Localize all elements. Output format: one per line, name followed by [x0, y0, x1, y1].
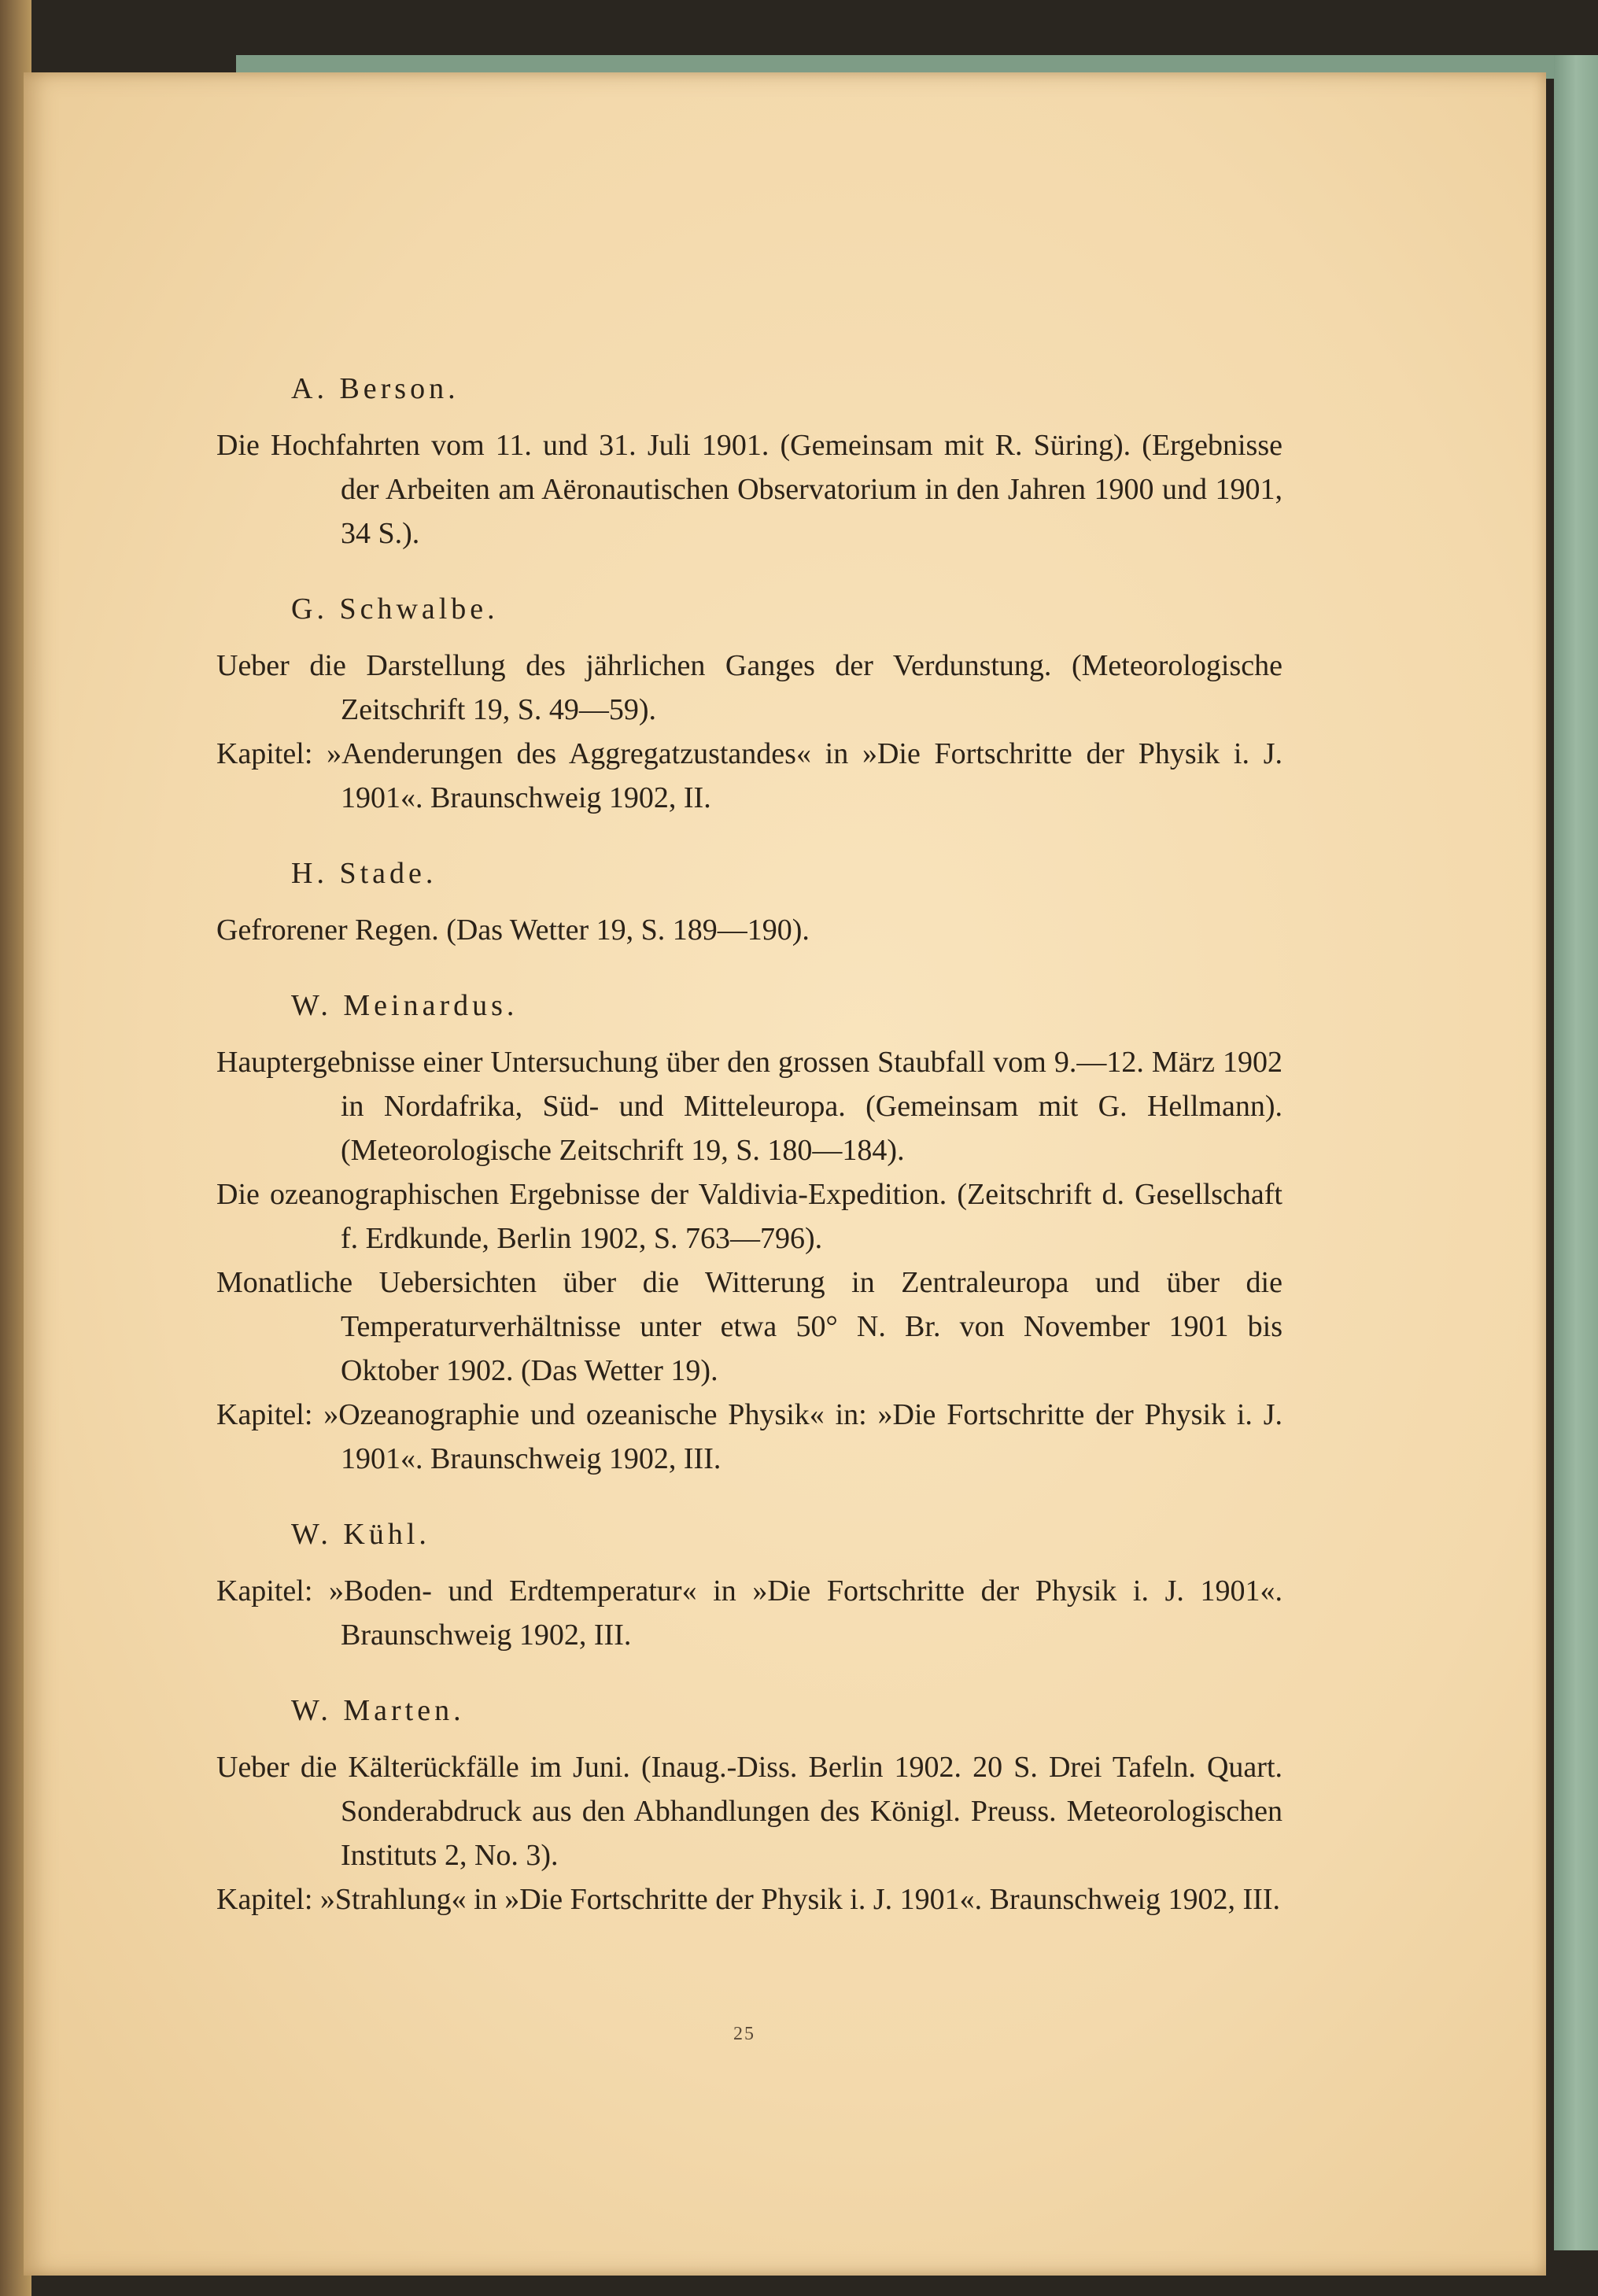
publication-entry: Kapitel: »Aenderungen des Aggregatzustandes« in »Die Fortschritte der Physik i. J. 1901«. Braunschweig 1902, II.: [216, 737, 1282, 814]
author-name: G. Schwalbe.: [291, 592, 499, 626]
publication-entry: Monatliche Uebersichten über die Witterung in Zentraleuropa und über die Temperaturverhältnisse unter etwa 50° N. Br. von November 1901 bis Oktober 1902. (Das Wetter 19).: [216, 1266, 1282, 1387]
publication-entry: Kapitel: »Boden- und Erdtemperatur« in »Die Fortschritte der Physik i. J. 1901«. Braunschweig 1902, III.: [216, 1574, 1282, 1652]
author-section: [216, 856, 1282, 952]
author-name: A. Berson.: [291, 372, 459, 405]
publication-entry: Gefrorener Regen. (Das Wetter 19, S. 189—190).: [216, 914, 810, 947]
publication-entry: Ueber die Kälterückfälle im Juni. (Inaug.-Diss. Berlin 1902. 20 S. Drei Tafeln. Quart. Sonderabdruck aus den Abhandlungen des Königl. Preuss. Meteorologischen Instituts 2, No. 3).: [216, 1751, 1282, 1872]
page-content: [216, 371, 1282, 1958]
publication-entry: Die ozeanographischen Ergebnisse der Valdivia-Expedition. (Zeitschrift d. Gesellschaft f. Erdkunde, Berlin 1902, S. 763—796).: [216, 1178, 1282, 1255]
publication-entry: Hauptergebnisse einer Untersuchung über den grossen Staubfall vom 9.—12. März 1902 in Nordafrika, Süd- und Mitteleuropa. (Gemeinsam mit G. Hellmann). (Meteorologische Zeitschrift 19, S. 180—184).: [216, 1046, 1282, 1167]
author-section: [216, 371, 1282, 556]
author-name: W. Meinardus.: [291, 989, 519, 1022]
author-name: W. Marten.: [291, 1694, 465, 1727]
book-page: [24, 72, 1546, 2276]
cover-right-edge: [1554, 55, 1598, 2250]
publication-entry: Ueber die Darstellung des jährlichen Ganges der Verdunstung. (Meteorologische Zeitschrift 19, S. 49—59).: [216, 649, 1282, 726]
author-section: [216, 592, 1282, 820]
author-name: W. Kühl.: [291, 1518, 430, 1551]
publication-entry: Kapitel: »Ozeanographie und ozeanische Physik« in: »Die Fortschritte der Physik i. J. 1901«. Braunschweig 1902, III.: [216, 1398, 1282, 1475]
author-section: [216, 1517, 1282, 1657]
author-name: H. Stade.: [291, 857, 437, 890]
author-section: [216, 1693, 1282, 1921]
publication-entry: Kapitel: »Strahlung« in »Die Fortschritte der Physik i. J. 1901«. Braunschweig 1902, III.: [216, 1883, 1280, 1916]
page-number: 25: [733, 2024, 755, 2044]
publication-entry: Die Hochfahrten vom 11. und 31. Juli 1901. (Gemeinsam mit R. Süring). (Ergebnisse der Arbeiten am Aëronautischen Observatorium in den Jahren 1900 und 1901, 34 S.).: [216, 429, 1282, 550]
author-section: [216, 988, 1282, 1481]
